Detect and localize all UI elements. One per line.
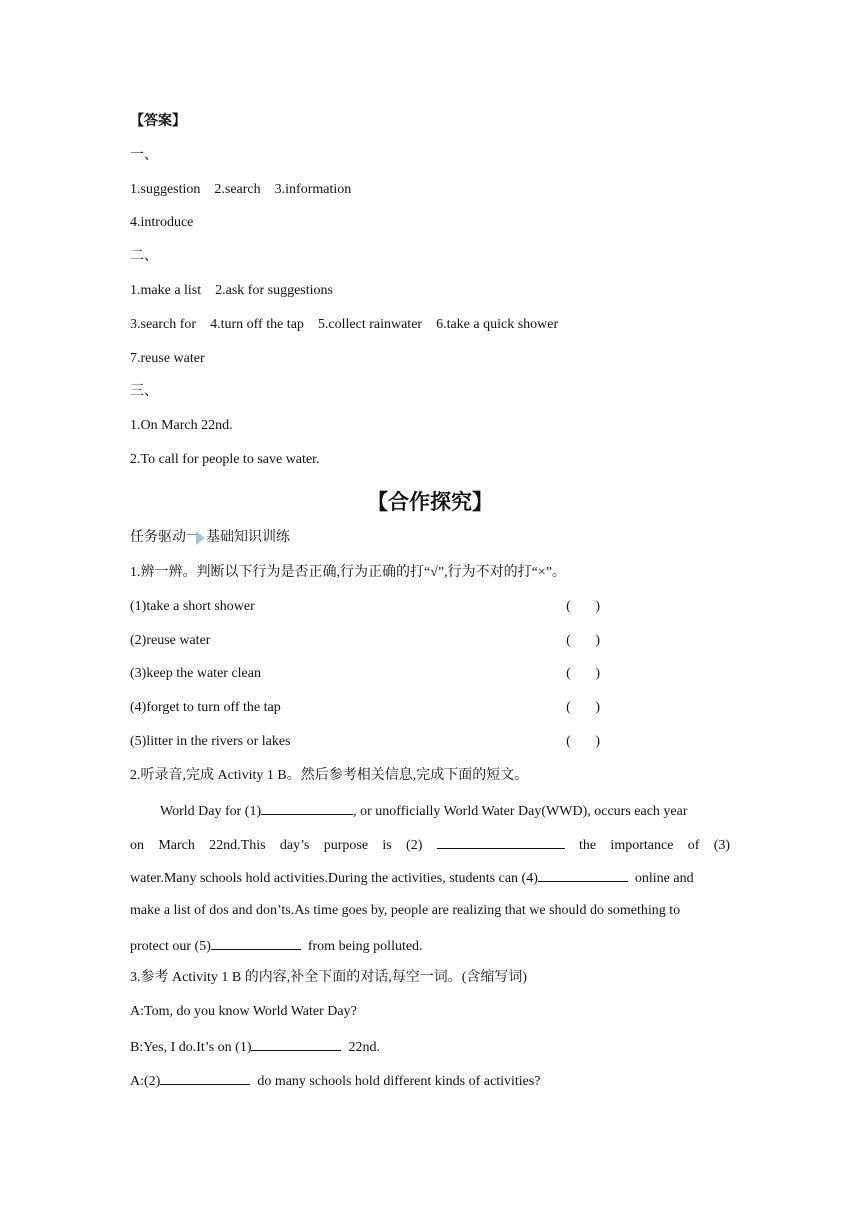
passage-text: from being polluted. <box>307 939 423 954</box>
section-3-answers-line-1: 1.On March 22nd. <box>130 418 233 433</box>
question-3-instruction: 3.参考 Activity 1 B 的内容,补全下面的对话,每空一词。(含缩写词) <box>130 970 528 985</box>
passage-line-1 <box>160 800 730 822</box>
fill-blank-4[interactable] <box>538 867 628 882</box>
dialogue-blank-1[interactable] <box>251 1036 341 1051</box>
item-text: (5)litter in the rivers or lakes <box>130 734 291 749</box>
section-2-answers-line-1: 1.make a list 2.ask for suggestions <box>130 283 333 298</box>
dialogue-text: 22nd. <box>348 1040 380 1055</box>
passage-text: water.Many schools hold activities.During the activities, students can (4) <box>130 871 538 886</box>
dialogue-text: A:(2) <box>130 1074 161 1089</box>
passage-text: on March 22nd.This day’s purpose is (2) <box>130 838 423 853</box>
list-item <box>130 597 730 617</box>
answer-parentheses: ( ) <box>566 666 600 681</box>
dialogue-blank-2[interactable] <box>160 1070 250 1085</box>
passage-text: protect our (5) <box>130 939 211 954</box>
right-arrow-icon <box>196 531 205 545</box>
list-item <box>130 732 730 752</box>
section-title: 【合作探究】 <box>367 490 493 514</box>
section-2-label: 二、 <box>130 249 158 264</box>
dialogue-text: do many schools hold different kinds of activities? <box>257 1074 541 1089</box>
passage-text: World Day for (1) <box>160 804 262 819</box>
question-2-instruction: 2.听录音,完成 Activity 1 B。然后参考相关信息,完成下面的短文。 <box>130 768 529 783</box>
section-1-label: 一、 <box>130 148 158 163</box>
answer-parentheses: ( ) <box>566 734 600 749</box>
item-text: (3)keep the water clean <box>130 666 261 681</box>
dialogue-line-a2 <box>130 1070 730 1092</box>
section-3-label: 三、 <box>130 384 158 399</box>
task-line-suffix: 基础知识训练 <box>206 530 290 545</box>
list-item <box>130 631 730 651</box>
passage-line-4: make a list of dos and don’ts.As time goes by, people are realizing that we should do something to <box>130 903 681 918</box>
dialogue-line-b1 <box>130 1036 730 1058</box>
section-1-answers-line-1: 1.suggestion 2.search 3.information <box>130 182 352 197</box>
dialogue-text: B:Yes, I do.It’s on (1) <box>130 1040 252 1055</box>
passage-text: , or unofficially World Water Day(WWD), occurs each year <box>353 804 688 819</box>
answer-parentheses: ( ) <box>566 633 600 648</box>
fill-blank-5[interactable] <box>211 935 301 950</box>
section-3-answers-line-2: 2.To call for people to save water. <box>130 452 320 467</box>
list-item <box>130 698 730 718</box>
dialogue-line-a1: A:Tom, do you know World Water Day? <box>130 1004 357 1019</box>
item-text: (2)reuse water <box>130 633 211 648</box>
answer-header: 【答案】 <box>130 114 186 129</box>
question-1-instruction: 1.辨一辨。判断以下行为是否正确,行为正确的打“√”,行为不对的打“×”。 <box>130 565 566 580</box>
item-text: (1)take a short shower <box>130 599 255 614</box>
passage-line-2 <box>130 834 730 856</box>
section-2-answers-line-3: 7.reuse water <box>130 351 205 366</box>
section-1-answers-line-2: 4.introduce <box>130 215 194 230</box>
passage-line-3 <box>130 867 730 889</box>
passage-line-5 <box>130 935 730 957</box>
fill-blank-2[interactable] <box>437 834 565 849</box>
answer-parentheses: ( ) <box>566 700 600 715</box>
section-2-answers-line-2: 3.search for 4.turn off the tap 5.collect rainwater 6.take a quick shower <box>130 317 559 332</box>
item-text: (4)forget to turn off the tap <box>130 700 281 715</box>
task-line <box>130 528 730 548</box>
passage-text: online and <box>634 871 694 886</box>
passage-text: the importance of (3) <box>579 838 731 853</box>
answer-parentheses: ( ) <box>566 599 600 614</box>
fill-blank-1[interactable] <box>261 800 353 815</box>
task-line-prefix: 任务驱动一 <box>130 530 200 545</box>
list-item <box>130 664 730 684</box>
